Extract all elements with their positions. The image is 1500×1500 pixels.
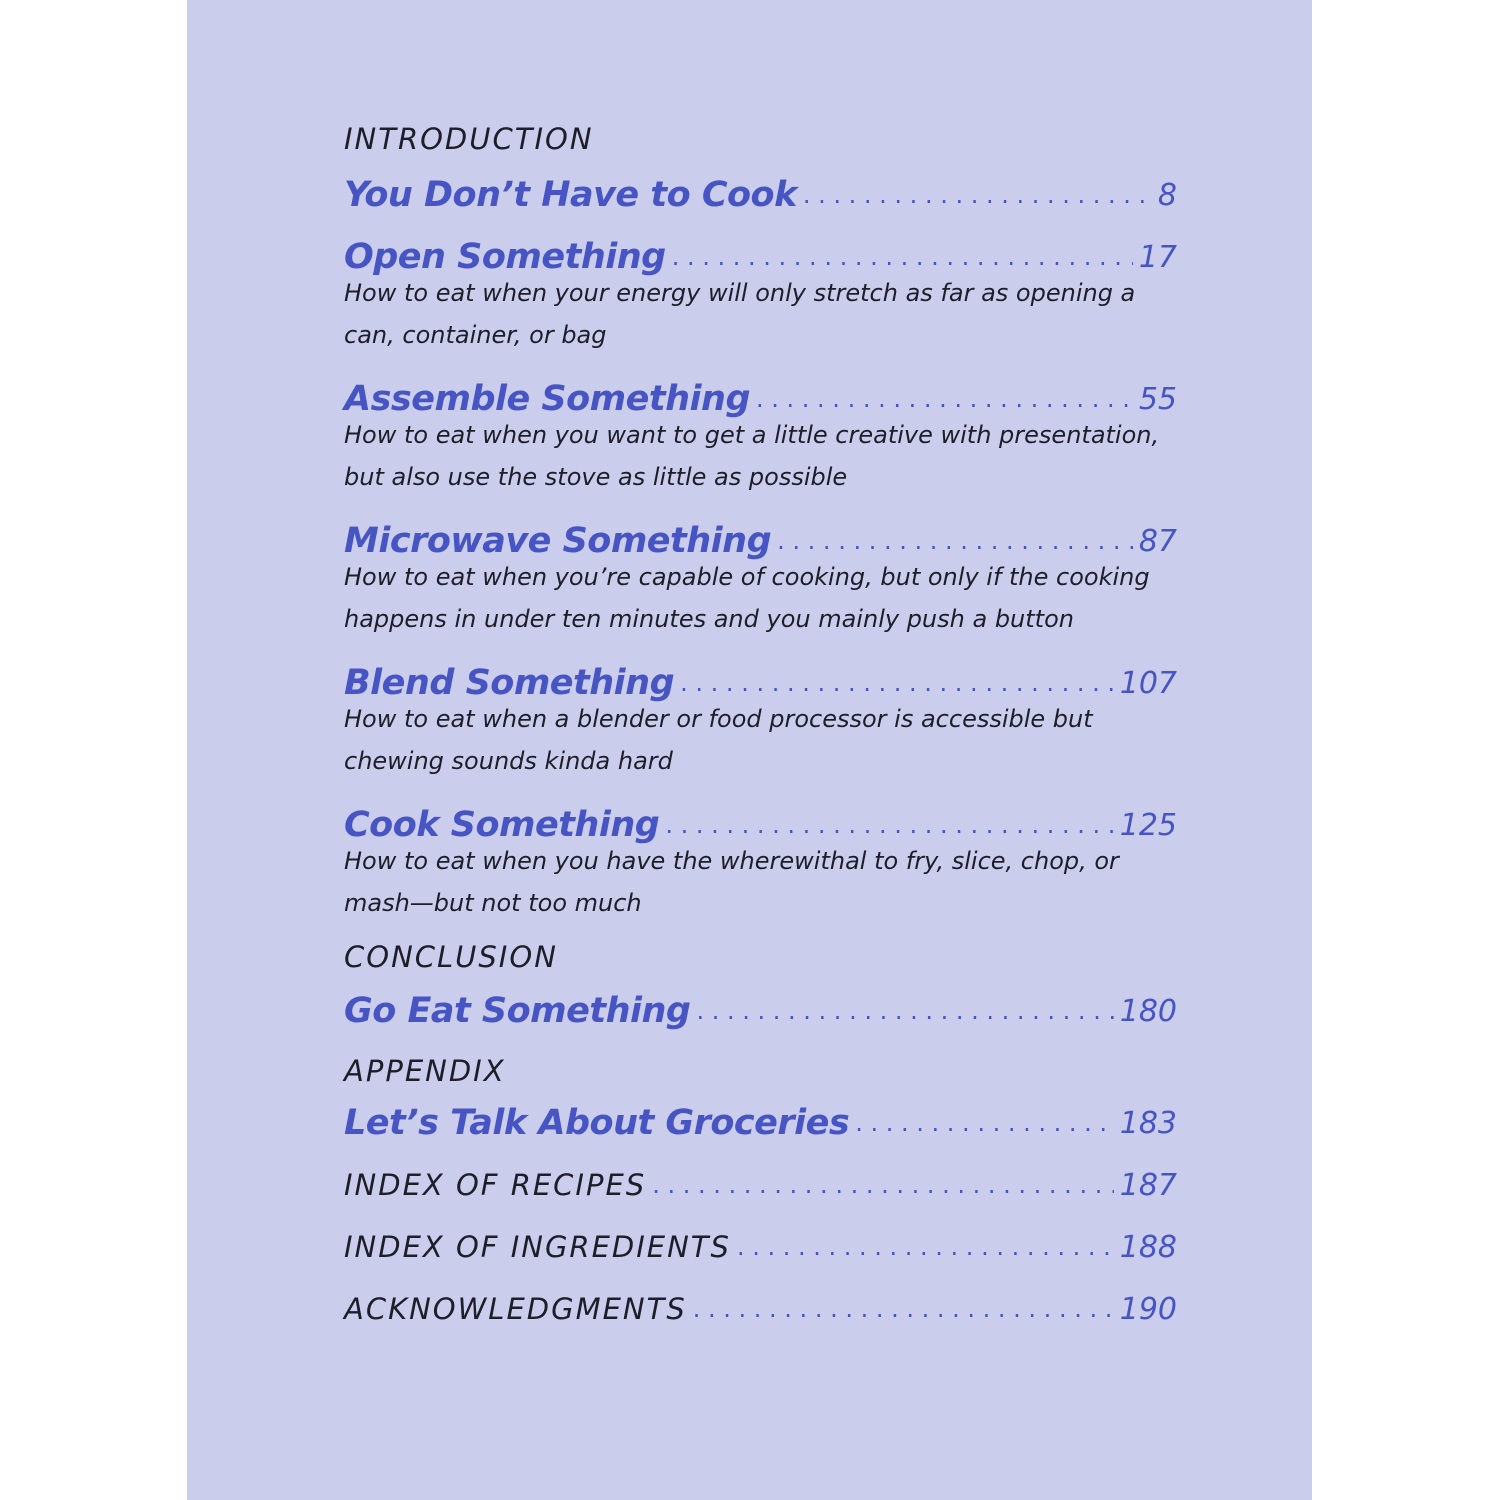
page-number: 17 xyxy=(1138,239,1177,275)
page-number: 183 xyxy=(1119,1105,1177,1141)
toc-entry-index-of-recipes[interactable] xyxy=(344,1154,1177,1216)
dot-leader xyxy=(855,1109,1113,1137)
toc-entry-conclusion[interactable] xyxy=(344,980,1177,1042)
table-of-contents xyxy=(344,118,1177,1340)
section-label-appendix: APPENDIX xyxy=(344,1054,506,1088)
dot-leader xyxy=(777,527,1133,555)
dot-leader xyxy=(672,243,1133,271)
back-matter-title: INDEX OF INGREDIENTS xyxy=(344,1230,731,1264)
chapter-title: Let’s Talk About Groceries xyxy=(344,1103,850,1143)
toc-entry-chapter-3[interactable] xyxy=(344,510,1177,640)
chapter-description: How to eat when a blender or food processor is accessible but chewing sounds kinda hard xyxy=(344,705,1093,775)
page-number: 187 xyxy=(1119,1167,1177,1203)
toc-entry-introduction[interactable] xyxy=(344,164,1177,226)
chapter-title: You Don’t Have to Cook xyxy=(344,175,797,215)
dot-leader xyxy=(652,1171,1114,1199)
dot-leader xyxy=(665,811,1113,839)
chapter-description: How to eat when you’re capable of cooking, but only if the cooking happens in under ten minutes and you mainly push a button xyxy=(344,563,1150,633)
page-number: 55 xyxy=(1138,381,1177,417)
page-number: 188 xyxy=(1119,1229,1177,1265)
dot-leader xyxy=(756,385,1133,413)
section-label-introduction: INTRODUCTION xyxy=(344,122,594,156)
back-matter-title: ACKNOWLEDGMENTS xyxy=(344,1292,687,1326)
toc-entry-chapter-1[interactable] xyxy=(344,226,1177,356)
dot-leader xyxy=(696,997,1113,1025)
toc-entry-appendix[interactable] xyxy=(344,1092,1177,1154)
chapter-description: How to eat when you have the wherewithal to fry, slice, chop, or mash—but not too much xyxy=(344,847,1119,917)
book-page xyxy=(187,0,1312,1500)
section-label-conclusion: CONCLUSION xyxy=(344,940,558,974)
chapter-title: Blend Something xyxy=(344,663,675,703)
chapter-title: Open Something xyxy=(344,237,666,277)
chapter-description: How to eat when you want to get a little creative with presentation, but also use the stove as little as possible xyxy=(344,421,1160,491)
dot-leader xyxy=(803,181,1152,209)
chapter-title: Microwave Something xyxy=(344,521,772,561)
toc-entry-index-of-ingredients[interactable] xyxy=(344,1216,1177,1278)
page-number: 180 xyxy=(1119,993,1177,1029)
toc-entry-chapter-4[interactable] xyxy=(344,652,1177,782)
toc-entry-chapter-2[interactable] xyxy=(344,368,1177,498)
chapter-title: Go Eat Something xyxy=(344,991,691,1031)
toc-entry-acknowledgments[interactable] xyxy=(344,1278,1177,1340)
dot-leader xyxy=(737,1233,1114,1261)
page-number: 190 xyxy=(1119,1291,1177,1327)
dot-leader xyxy=(693,1295,1114,1323)
page-number: 8 xyxy=(1157,177,1177,213)
chapter-title: Cook Something xyxy=(344,805,660,845)
page-number: 125 xyxy=(1119,807,1177,843)
chapter-title: Assemble Something xyxy=(344,379,751,419)
page-number: 107 xyxy=(1119,665,1177,701)
toc-entry-chapter-5[interactable] xyxy=(344,794,1177,924)
chapter-description: How to eat when your energy will only stretch as far as opening a can, container, or bag xyxy=(344,279,1136,349)
page-number: 87 xyxy=(1138,523,1177,559)
back-matter-title: INDEX OF RECIPES xyxy=(344,1168,647,1202)
dot-leader xyxy=(680,669,1114,697)
